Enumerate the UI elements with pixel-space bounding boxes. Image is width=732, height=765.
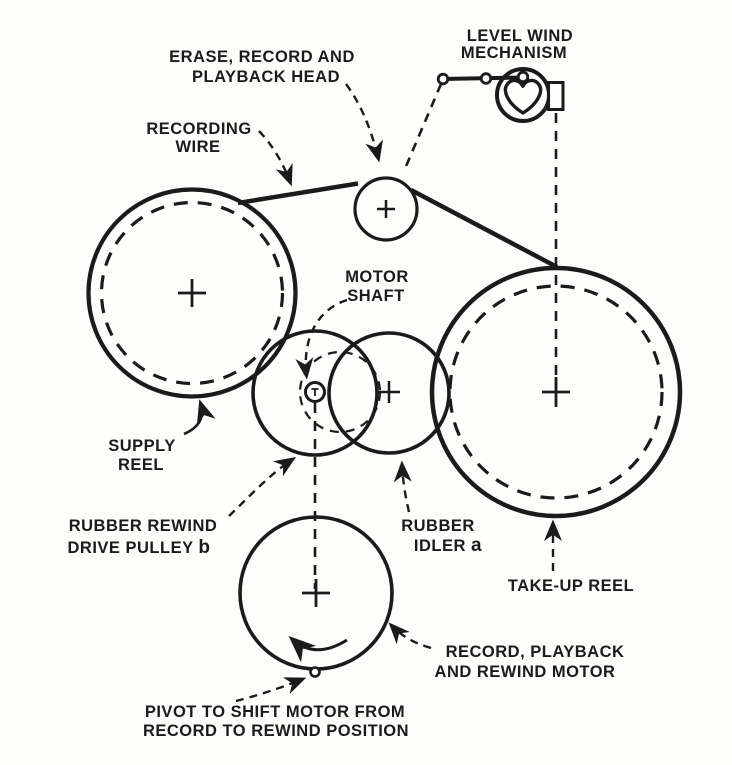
rewind-pulley-label-line2 bbox=[68, 537, 211, 558]
idler-label-text: IDLER bbox=[413, 537, 472, 555]
supply-reel-label-line1: SUPPLY bbox=[108, 437, 176, 455]
supply-reel-leader-arrow bbox=[184, 403, 202, 434]
recording-wire-leader-arrow bbox=[259, 131, 291, 183]
link-joint-left bbox=[438, 74, 448, 84]
idler-label-line2 bbox=[414, 535, 482, 556]
cam-follower-pin bbox=[518, 72, 528, 82]
level-wind-label-line2: MECHANISM bbox=[460, 44, 568, 62]
head-label-line2: PLAYBACK HEAD bbox=[192, 68, 340, 86]
head-label-line1: ERASE, RECORD AND bbox=[169, 48, 355, 66]
supply-reel-center-cross bbox=[178, 279, 206, 307]
idler-center-cross bbox=[378, 381, 400, 403]
pivot-label-line2: RECORD TO REWIND POSITION bbox=[142, 722, 410, 740]
motor-shaft-label-line2: SHAFT bbox=[347, 287, 405, 305]
rewind-pulley-leader-arrow bbox=[229, 459, 293, 516]
link-joint-middle bbox=[481, 74, 491, 84]
rewind-pulley-letter-b: b bbox=[198, 537, 211, 558]
motor-center-cross bbox=[302, 579, 330, 607]
recording-wire-label-line2: WIRE bbox=[175, 138, 221, 156]
rewind-pulley-label-line1: RUBBER REWIND bbox=[68, 517, 218, 535]
head-leader-arrow bbox=[346, 84, 379, 159]
idler-leader-arrow bbox=[402, 464, 409, 512]
heart-cam bbox=[505, 80, 540, 113]
level-wind-guide-block bbox=[549, 83, 564, 110]
record-playback-rewind-motor bbox=[240, 517, 392, 677]
leader-lines bbox=[184, 84, 553, 701]
motor-label-line1: RECORD, PLAYBACK bbox=[445, 643, 625, 661]
text-labels bbox=[68, 27, 635, 740]
pivot-leader-arrow bbox=[236, 679, 303, 701]
idler-letter-a: a bbox=[471, 535, 483, 556]
take-up-reel bbox=[432, 268, 680, 516]
motor-shaft-label-line1: MOTOR bbox=[345, 268, 409, 286]
rotation-direction-arrow bbox=[292, 639, 347, 650]
take-up-reel-center-cross bbox=[542, 377, 570, 407]
takeup-reel-label: TAKE-UP REEL bbox=[507, 577, 635, 595]
pivot-label-line1: PIVOT TO SHIFT MOTOR FROM bbox=[144, 703, 406, 721]
wire-supply-to-head bbox=[238, 184, 358, 204]
wire-head-to-takeup bbox=[411, 190, 557, 267]
rewind-pulley-label-text: DRIVE PULLEY bbox=[67, 539, 199, 557]
level-wind-to-head-dashed-line bbox=[404, 84, 441, 171]
erase-record-playback-head bbox=[355, 178, 417, 240]
motor-label-line2: AND REWIND MOTOR bbox=[434, 663, 616, 681]
level-wind-label-line1: LEVEL WIND bbox=[466, 27, 574, 45]
idler-label-line1: RUBBER bbox=[401, 517, 475, 535]
supply-reel bbox=[89, 190, 296, 397]
supply-reel-label-line2: REEL bbox=[117, 456, 165, 474]
pivot-point-circle bbox=[311, 668, 320, 677]
recording-wire-label-line1: RECORDING bbox=[146, 120, 252, 138]
motor-leader-arrow bbox=[391, 625, 431, 648]
